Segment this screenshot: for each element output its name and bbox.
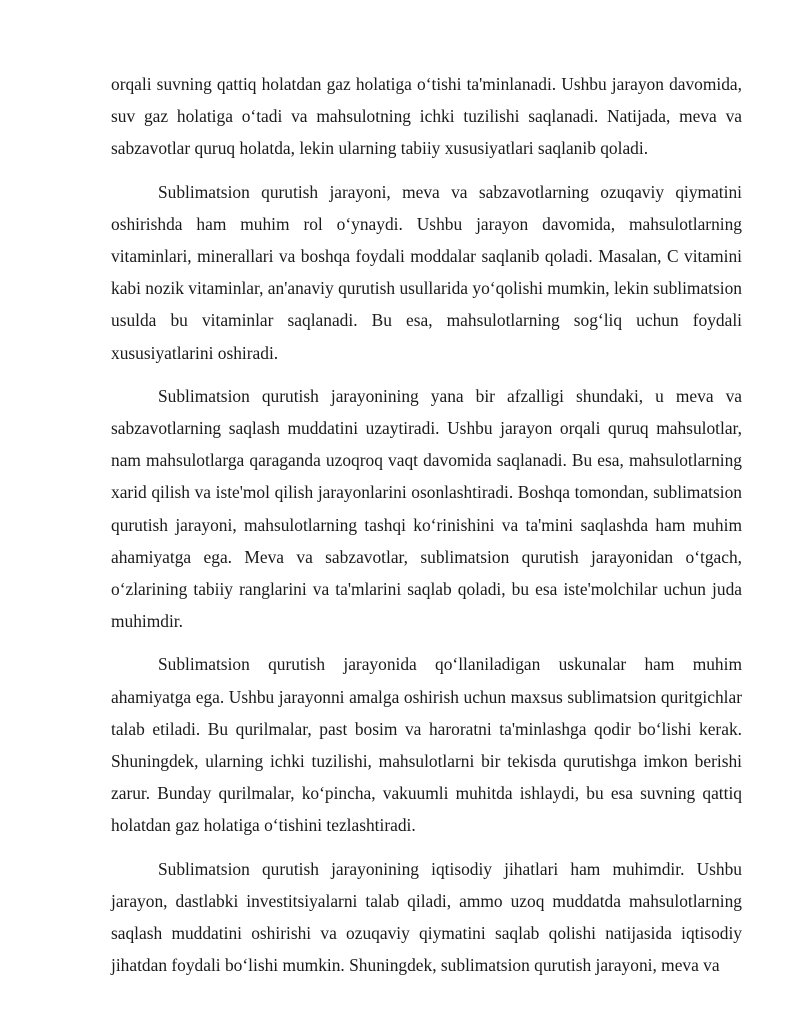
paragraph-continued: orqali suvning qattiq holatdan gaz holatiga o‘tishi ta'minlanadi. Ushbu jarayon davomida, suv gaz holatiga o‘tadi va mahsulotning ichki tuzilishi saqlanadi. Natijada, meva va sabzavotlar quruq holatda, lekin ularning tabiiy xususiyatlari saqlanib qoladi. <box>111 74 742 159</box>
document-page <box>111 68 742 981</box>
paragraph: Sublimatsion qurutish jarayonining iqtisodiy jihatlari ham muhimdir. Ushbu jarayon, dastlabki investitsiyalarni talab qiladi, ammo uzoq muddatda mahsulotlarning saqlash muddatini oshirishi va ozuqaviy qiymatini saqlab qolishi natijasida iqtisodiy jihatdan foydali bo‘lishi mumkin. Shuningdek, sublimatsion qurutish jarayoni, meva va <box>111 858 742 976</box>
paragraph: Sublimatsion qurutish jarayonida qo‘llaniladigan uskunalar ham muhim ahamiyatga ega. Ushbu jarayonni amalga oshirish uchun maxsus sublimatsion quritgichlar talab etiladi. Bu qurilmalar, past bosim va haroratni ta'minlashga qodir bo‘lishi kerak. Shuningdek, ularning ichki tuzilishi, mahsulotlarni bir tekisda qurutishga imkon berishi zarur. Bunday qurilmalar, ko‘pincha, vakuumli muhitda ishlaydi, bu esa suvning qattiq holatdan gaz holatiga o‘tishini tezlashtiradi. <box>111 654 742 836</box>
paragraph: Sublimatsion qurutish jarayonining yana bir afzalligi shundaki, u meva va sabzavotlarning saqlash muddatini uzaytiradi. Ushbu jarayon orqali quruq mahsulotlar, nam mahsulotlarga qaraganda uzoqroq vaqt davomida saqlanadi. Bu esa, mahsulotlarning xarid qilish va iste'mol qilish jarayonlarini osonlashtiradi. Boshqa tomondan, sublimatsion qurutish jarayoni, mahsulotlarning tashqi ko‘rinishini va ta'mini saqlashda ham muhim ahamiyatga ega. Meva va sabzavotlar, sublimatsion qurutish jarayonidan o‘tgach, o‘zlarining tabiiy ranglarini va ta'mlarini saqlab qoladi, bu esa iste'molchilar uchun juda muhimdir. <box>111 385 742 632</box>
paragraph: Sublimatsion qurutish jarayoni, meva va sabzavotlarning ozuqaviy qiymatini oshirishda ham muhim rol o‘ynaydi. Ushbu jarayon davomida, mahsulotlarning vitaminlari, minerallari va boshqa foydali moddalar saqlanib qoladi. Masalan, C vitamini kabi nozik vitaminlar, an'anaviy qurutish usullarida yo‘qolishi mumkin, lekin sublimatsion usulda bu vitaminlar saqlanadi. Bu esa, mahsulotlarning sog‘liq uchun foydali xususiyatlarini oshiradi. <box>111 181 742 363</box>
